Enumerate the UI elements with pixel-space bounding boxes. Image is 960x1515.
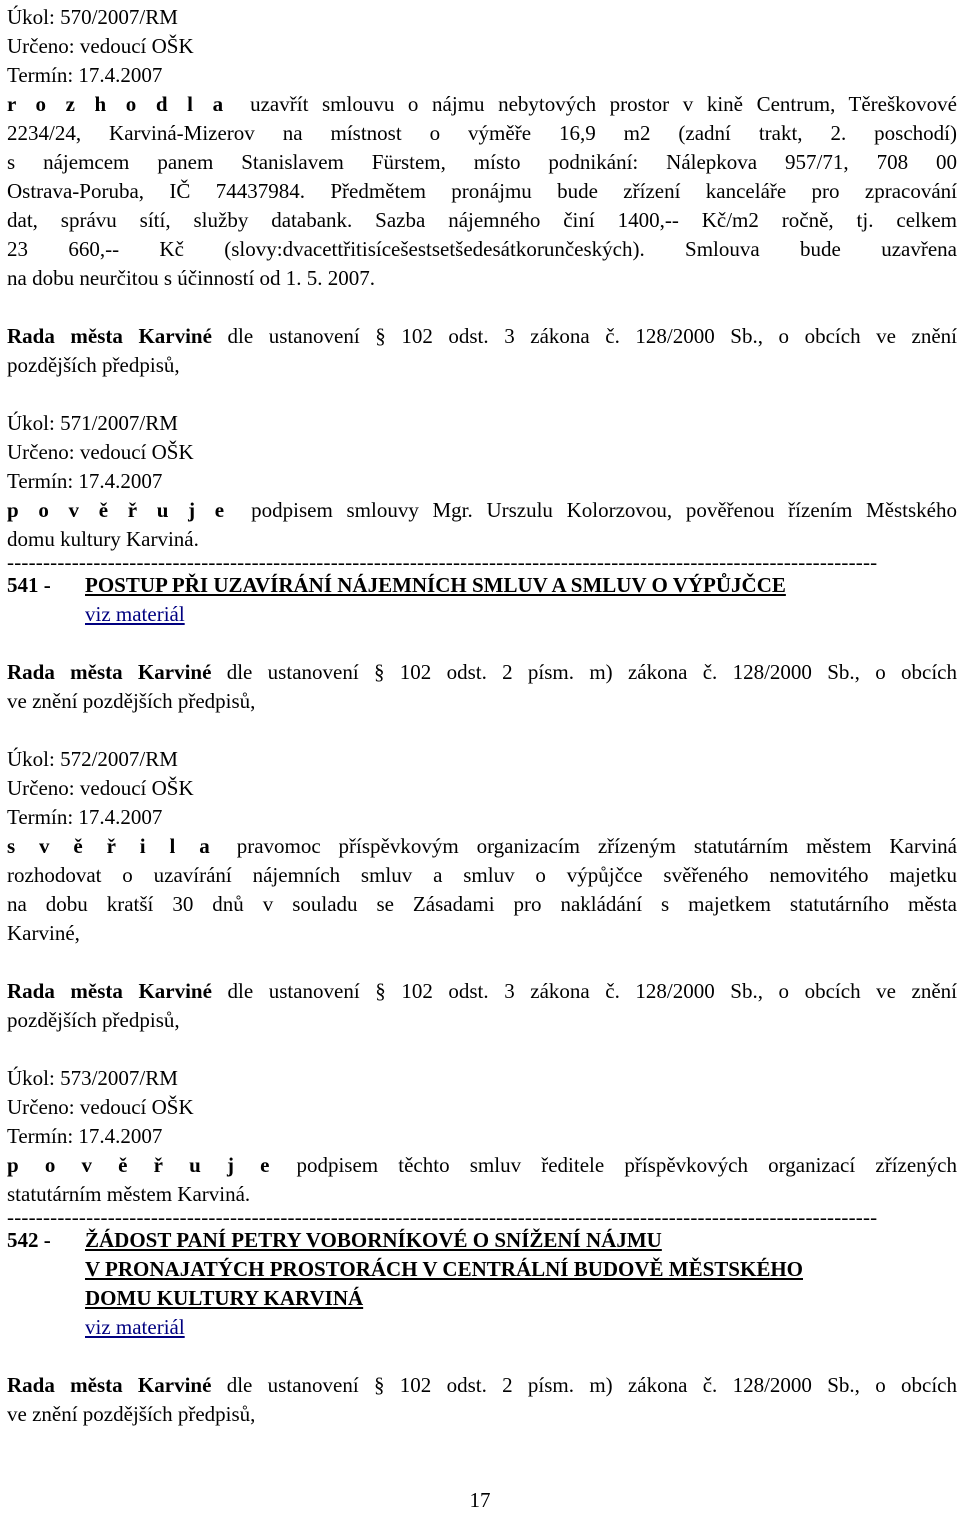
resolution-570 (7, 3, 957, 293)
resolution-text-line: p o v ě ř u j e podpisem smlouvy Mgr. Urszulu Kolorzovou, pověřenou řízením Městského (7, 498, 957, 522)
resolution-text-line: na dobu neurčitou s účinností od 1. 5. 2007. (7, 266, 376, 290)
task-number: Úkol: 570/2007/RM (7, 5, 178, 29)
assigned-to: Určeno: vedoucí OŠK (7, 440, 194, 464)
resolution-text-line: p o v ě ř u j e podpisem těchto smluv ředitele příspěvkových organizací zřízených (7, 1153, 957, 1177)
council-line: ve znění pozdějších předpisů, (7, 1402, 256, 1426)
council-name: Rada města Karviné (7, 1373, 212, 1397)
council-line: pozdějších předpisů, (7, 353, 180, 377)
council-name: Rada města Karviné (7, 324, 212, 348)
separator-dashes: ------------------------------------------------------------------------------------------------------------------------- (7, 1209, 878, 1226)
resolution-text-line: Karviné, (7, 921, 80, 945)
page-number: 17 (469, 1488, 491, 1512)
section-542 (7, 1226, 957, 1342)
separator-dashes: ------------------------------------------------------------------------------------------------------------------------- (7, 554, 878, 571)
resolution-571 (7, 409, 957, 554)
resolution-keyword: p o v ě ř u j e (7, 498, 228, 522)
assigned-to: Určeno: vedoucí OŠK (7, 776, 194, 800)
section-number: 541 - (7, 573, 51, 597)
section-title-line: ŽÁDOST PANÍ PETRY VOBORNÍKOVÉ O SNÍŽENÍ NÁJMU (85, 1228, 662, 1252)
council-statement-1 (7, 322, 957, 380)
council-statement-3 (7, 977, 957, 1035)
council-line: pozdějších předpisů, (7, 1008, 180, 1032)
resolution-text-line: 23 660,-- Kč (slovy:dvacettřitisícešestsetšedesátkorunčeských). Smlouva bude uzavřena (7, 237, 957, 261)
task-number: Úkol: 571/2007/RM (7, 411, 178, 435)
section-title: POSTUP PŘI UZAVÍRÁNÍ NÁJEMNÍCH SMLUV A SMLUV O VÝPŮJČCE (85, 573, 786, 597)
council-line: Rada města Karviné dle ustanovení § 102 odst. 2 písm. m) zákona č. 128/2000 Sb., o obcích (7, 660, 957, 684)
resolution-text-line: s nájemcem panem Stanislavem Fürstem, místo podnikání: Nálepkova 957/71, 708 00 (7, 150, 957, 174)
council-statement-2 (7, 658, 957, 716)
resolution-keyword: r o z h o d l a (7, 92, 227, 116)
section-title-line: DOMU KULTURY KARVINÁ (85, 1286, 364, 1310)
resolution-text-line: Ostrava-Poruba, IČ 74437984. Předmětem pronájmu bude zřízení kanceláře pro zpracování (7, 179, 957, 203)
council-line: Rada města Karviné dle ustanovení § 102 odst. 3 zákona č. 128/2000 Sb., o obcích ve znění (7, 979, 957, 1003)
resolution-keyword: p o v ě ř u j e (7, 1153, 273, 1177)
resolution-text-line: dat, správu sítí, služby databank. Sazba nájemného činí 1400,-- Kč/m2 ročně, tj. celkem (7, 208, 957, 232)
resolution-text-line: r o z h o d l a uzavřít smlouvu o nájmu nebytových prostor v kině Centrum, Těreškovové (7, 92, 957, 116)
council-name: Rada města Karviné (7, 979, 212, 1003)
assigned-to: Určeno: vedoucí OŠK (7, 34, 194, 58)
resolution-keyword: s v ě ř i l a (7, 834, 213, 858)
section-title-line: V PRONAJATÝCH PROSTORÁCH V CENTRÁLNÍ BUDOVĚ MĚSTSKÉHO (85, 1257, 803, 1281)
section-heading (7, 571, 957, 600)
resolution-text-line: s v ě ř i l a pravomoc příspěvkovým organizacím zřízeným statutárním městem Karviná (7, 834, 957, 858)
section-heading (7, 1226, 957, 1255)
resolution-text-line: na dobu kratší 30 dnů v souladu se Zásadami pro nakládání s majetkem statutárního města (7, 892, 957, 916)
section-541 (7, 571, 957, 629)
resolution-text-line: statutárním městem Karviná. (7, 1182, 251, 1206)
resolution-572 (7, 745, 957, 948)
council-line: ve znění pozdějších předpisů, (7, 689, 256, 713)
resolution-text-line: rozhodovat o uzavírání nájemních smluv a smluv o výpůjčce svěřeného nemovitého majetku (7, 863, 957, 887)
view-material-link[interactable]: viz materiál (85, 1315, 185, 1339)
council-line: Rada města Karviné dle ustanovení § 102 odst. 3 zákona č. 128/2000 Sb., o obcích ve znění (7, 324, 957, 348)
deadline: Termín: 17.4.2007 (7, 63, 163, 87)
view-material-link[interactable]: viz materiál (85, 602, 185, 626)
section-number: 542 - (7, 1228, 51, 1252)
task-number: Úkol: 573/2007/RM (7, 1066, 178, 1090)
task-number: Úkol: 572/2007/RM (7, 747, 178, 771)
deadline: Termín: 17.4.2007 (7, 1124, 163, 1148)
deadline: Termín: 17.4.2007 (7, 469, 163, 493)
deadline: Termín: 17.4.2007 (7, 805, 163, 829)
assigned-to: Určeno: vedoucí OŠK (7, 1095, 194, 1119)
resolution-text-line: domu kultury Karviná. (7, 527, 199, 551)
council-name: Rada města Karviné (7, 660, 212, 684)
council-line: Rada města Karviné dle ustanovení § 102 odst. 2 písm. m) zákona č. 128/2000 Sb., o obcích (7, 1373, 957, 1397)
resolution-573 (7, 1064, 957, 1209)
council-statement-4 (7, 1371, 957, 1429)
resolution-text-line: 2234/24, Karviná-Mizerov na místnost o výměře 16,9 m2 (zadní trakt, 2. poschodí) (7, 121, 957, 145)
document-page (7, 3, 957, 1429)
